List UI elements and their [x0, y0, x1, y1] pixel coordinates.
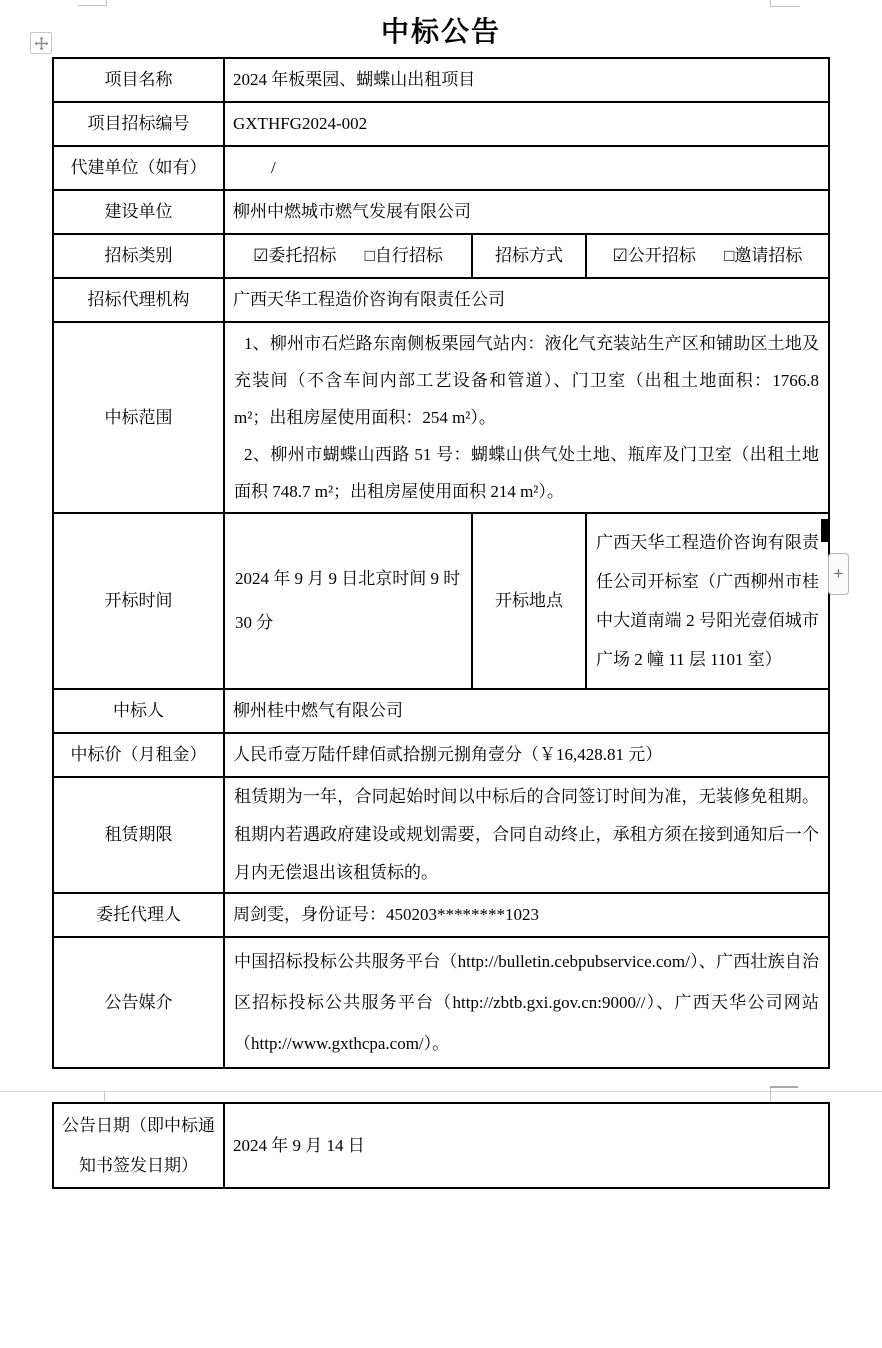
- table-row: [53, 278, 829, 322]
- project-name-value: 2024 年板栗园、蝴蝶山出租项目: [224, 58, 829, 102]
- margin-mark-break-right-h: [770, 1086, 798, 1088]
- checkbox-self-bid-unchecked: □自行招标: [364, 246, 443, 265]
- announcement-media-label: 公告媒介: [53, 937, 224, 1068]
- table-row: [53, 1103, 829, 1188]
- winner-label: 中标人: [53, 689, 224, 733]
- bid-agency-label: 招标代理机构: [53, 278, 224, 322]
- margin-mark-top-left-h: [78, 5, 107, 6]
- winning-price-value: 人民币壹万陆仟肆佰贰拾捌元捌角壹分（￥16,428.81 元）: [224, 733, 829, 777]
- winner-value: 柳州桂中燃气有限公司: [224, 689, 829, 733]
- project-name-label: 项目名称: [53, 58, 224, 102]
- table-row: [53, 102, 829, 146]
- announcement-date-value: 2024 年 9 月 14 日: [224, 1103, 829, 1188]
- lease-term-label: 租赁期限: [53, 777, 224, 893]
- bid-open-place-label: 开标地点: [472, 513, 586, 689]
- announcement-table-continued: [52, 1102, 830, 1189]
- construction-unit-value: 柳州中燃城市燃气发展有限公司: [224, 190, 829, 234]
- table-row: [53, 234, 829, 278]
- bid-agency-value: 广西天华工程造价咨询有限责任公司: [224, 278, 829, 322]
- lease-term-value: 租赁期为一年，合同起始时间以中标后的合同签订时间为准，无装修免租期。租期内若遇政府建设或规划需要，合同自动终止，承租方须在接到通知后一个月内无偿退出该租赁标的。: [224, 777, 829, 893]
- table-row: [53, 190, 829, 234]
- margin-mark-break-right-v: [770, 1087, 771, 1101]
- table-row: [53, 689, 829, 733]
- bid-open-place-value: 广西天华工程造价咨询有限责任公司开标室（广西柳州市桂中大道南端 2 号阳光壹佰城市广场 2 幢 11 层 1101 室）: [586, 513, 829, 689]
- bid-scope-paragraph-1: 1、柳州市石烂路东南侧板栗园气站内：液化气充装站生产区和铺助区土地及充装间（不含车间内部工艺设备和管道）、门卫室（出租土地面积：1766.8 m²；出租房屋使用面积：254 m²）。: [234, 334, 819, 427]
- checkbox-invite-bid-unchecked: □邀请招标: [724, 246, 803, 265]
- bid-scope-value: [224, 322, 829, 513]
- checkbox-open-bid-checked: ☑公开招标: [612, 246, 696, 265]
- table-row: [53, 893, 829, 937]
- bid-method-label: 招标方式: [472, 234, 586, 278]
- margin-mark-break-left-v: [104, 1091, 105, 1101]
- construction-unit-label: 建设单位: [53, 190, 224, 234]
- announcement-date-label: 公告日期（即中标通知书签发日期）: [53, 1103, 224, 1188]
- bid-code-value: GXTHFG2024-002: [224, 102, 829, 146]
- bid-method-options: [586, 234, 829, 278]
- agent-construction-unit-label: 代建单位（如有）: [53, 146, 224, 190]
- announcement-media-value: 中国招标投标公共服务平台（http://bulletin.cebpubservice.com/）、广西壮族自治区招标投标公共服务平台（http://zbtb.gxi.gov.cn:9000//）、广西天华公司网站（http://www.gxthcpa.com/）。: [224, 937, 829, 1068]
- announcement-table: [52, 57, 830, 1069]
- table-row: [53, 777, 829, 893]
- bid-open-time-value: 2024 年 9 月 9 日北京时间 9 时 30 分: [224, 513, 472, 689]
- table-row: [53, 733, 829, 777]
- bid-code-label: 项目招标编号: [53, 102, 224, 146]
- table-border-drag-handle[interactable]: [821, 519, 829, 542]
- margin-mark-top-left-v: [106, 0, 107, 6]
- table-row: [53, 937, 829, 1068]
- bid-category-label: 招标类别: [53, 234, 224, 278]
- table-row: [53, 513, 829, 689]
- table-row: [53, 322, 829, 513]
- entrusted-agent-label: 委托代理人: [53, 893, 224, 937]
- page-title: 中标公告: [380, 16, 501, 47]
- page-break-line: [0, 1091, 882, 1092]
- entrusted-agent-value: 周剑雯，身份证号：450203********1023: [224, 893, 829, 937]
- plus-button[interactable]: [828, 553, 849, 595]
- winning-price-label: 中标价（月租金）: [53, 733, 224, 777]
- bid-scope-label: 中标范围: [53, 322, 224, 513]
- table-row: [53, 146, 829, 190]
- bid-open-time-label: 开标时间: [53, 513, 224, 689]
- margin-mark-top-right-v: [770, 0, 771, 7]
- bid-category-options: [224, 234, 472, 278]
- checkbox-entrusted-bid-checked: ☑委托招标: [253, 246, 337, 265]
- bid-scope-paragraph-2: 2、柳州市蝴蝶山西路 51 号：蝴蝶山供气处土地、瓶库及门卫室（出租土地面积 748.7 m²；出租房屋使用面积 214 m²）。: [234, 445, 819, 501]
- table-row: [53, 58, 829, 102]
- plus-icon: +: [833, 564, 844, 583]
- agent-construction-unit-value: /: [224, 146, 829, 190]
- margin-mark-top-right-h: [770, 6, 800, 7]
